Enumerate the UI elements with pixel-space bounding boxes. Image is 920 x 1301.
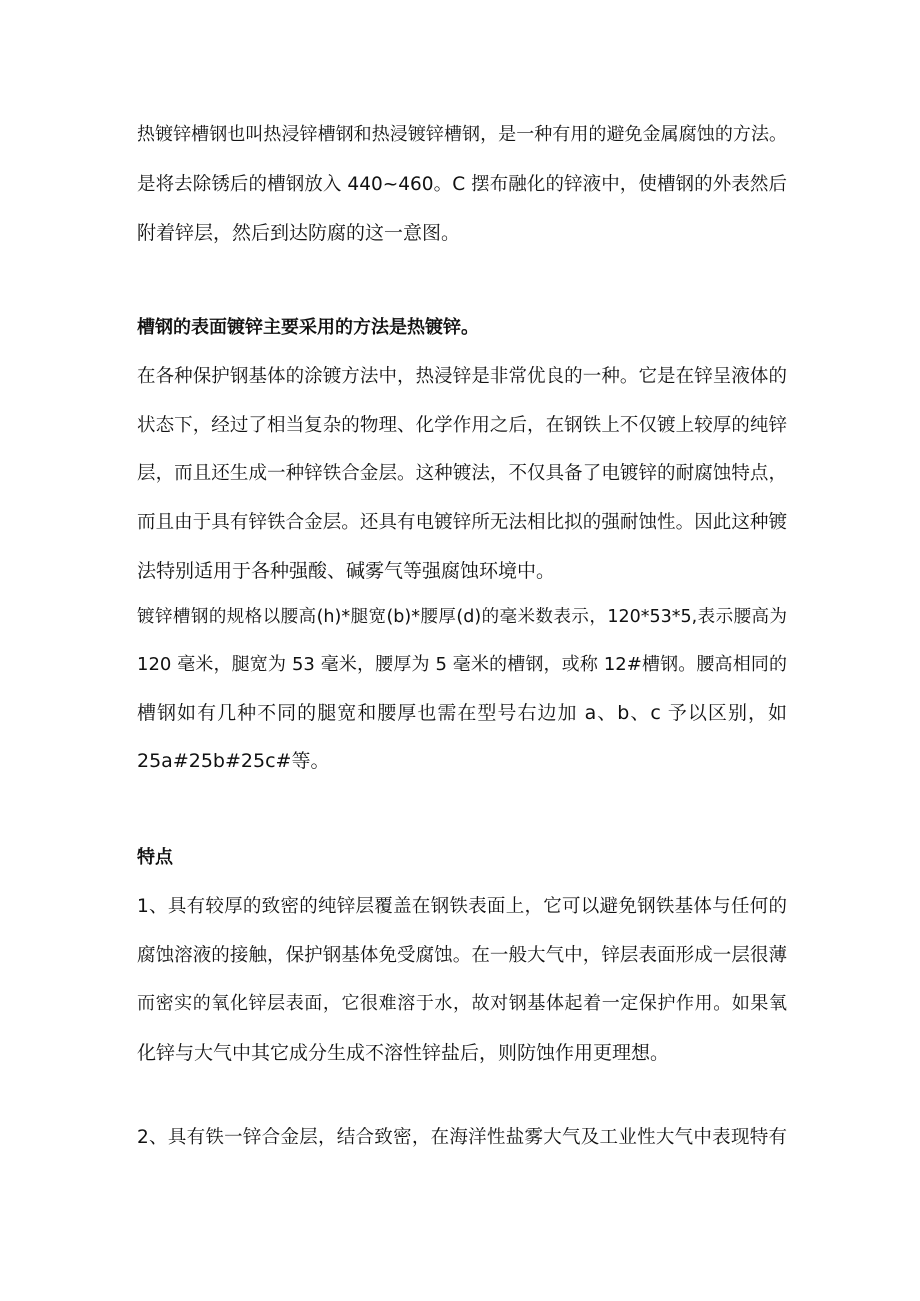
section-heading-galvanizing: 槽钢的表面镀锌主要采用的方法是热镀锌。 xyxy=(137,317,479,338)
body-line-2: 状态下，经过了相当复杂的物理、化学作用之后，在钢铁上不仅镀上较厚的纯锌 xyxy=(137,415,787,436)
feature1-line-4: 化锌与大气中其它成分生成不溶性锌盐后，则防蚀作用更理想。 xyxy=(137,1042,670,1064)
body-line-5: 法特别适用于各种强酸、碱雾气等强腐蚀环境中。 xyxy=(137,560,556,582)
spec-line-3: 槽钢如有几种不同的腿宽和腰厚也需在型号右边加 a、b、c 予以区别，如 xyxy=(137,702,787,724)
feature1-line-1: 1、具有较厚的致密的纯锌层覆盖在钢铁表面上，它可以避免钢铁基体与任何的 xyxy=(137,896,787,917)
spec-line-4: 25a#25b#25c#等。 xyxy=(137,750,330,772)
intro-line-3: 附着锌层，然后到达防腐的这一意图。 xyxy=(137,222,461,244)
intro-line-1: 热镀锌槽钢也叫热浸锌槽钢和热浸镀锌槽钢，是一种有用的避免金属腐蚀的方法。 xyxy=(137,124,787,145)
body-line-3: 层，而且还生成一种锌铁合金层。这种镀法，不仅具备了电镀锌的耐腐蚀特点， xyxy=(137,463,787,484)
section-heading-features: 特点 xyxy=(137,847,173,868)
feature1-line-3: 而密实的氧化锌层表面，它很难溶于水，故对钢基体起着一定保护作用。如果氧 xyxy=(137,993,787,1014)
feature1-line-2: 腐蚀溶液的接触，保护钢基体免受腐蚀。在一般大气中，锌层表面形成一层很薄 xyxy=(137,945,787,966)
body-line-1: 在各种保护钢基体的涂镀方法中，热浸锌是非常优良的一种。它是在锌呈液体的 xyxy=(137,366,787,387)
feature2-line-1: 2、具有铁一锌合金层，结合致密，在海洋性盐雾大气及工业性大气中表现特有 xyxy=(137,1127,787,1148)
spec-line-1: 镀锌槽钢的规格以腰高(h)*腿宽(b)*腰厚(d)的毫米数表示，120*53*5,表示腰高为 xyxy=(137,607,787,627)
spec-line-2: 120 毫米，腿宽为 53 毫米，腰厚为 5 毫米的槽钢，或称 12#槽钢。腰高相同的 xyxy=(137,654,787,675)
body-line-4: 而且由于具有锌铁合金层。还具有电镀锌所无法相比拟的强耐蚀性。因此这种镀 xyxy=(137,512,787,533)
intro-line-2: 是将去除锈后的槽钢放入 440~460。C 摆布融化的锌液中，使槽钢的外表然后 xyxy=(137,174,787,195)
